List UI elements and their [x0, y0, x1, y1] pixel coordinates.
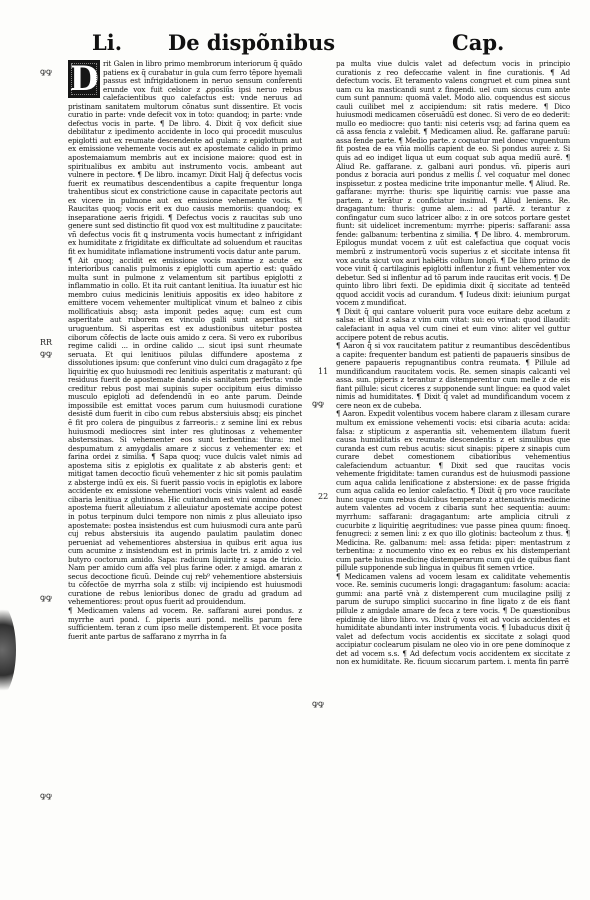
initial-ornament [71, 63, 97, 95]
left-paragraph-3: ¶ Medicamen valens ad vocem. Re. saffarani aurei pondus. z myrrhe auri pond. ſ. piperis auri pond. mellis parum fere sufficientem. teran z cum ipso melle distemperent. Et voce posita fuerit ante partus de saffarano z myrrha in fa [68, 606, 302, 641]
margin-note-left-4: ꝙꝙ [40, 593, 53, 602]
margin-note-left-1: ꝙꝙ [40, 67, 53, 76]
running-title: De dispõnibus [168, 30, 336, 55]
left-paragraph-2: ¶ Ait quoq; accidit ex emissione vocis maxime z acute ex interioribus canalis pulmonis z epiglotti cum apertio est: quãdo multa sunt in pulmone z velamentum sit partibus epiglotti z inflammatio in collo. Et ita ruit cantant lenitiua. Ita iuuatur est hic membro cuius medicinis lenitiuis appositis ex ideo habitore z emittere vocem vehementer multiplicat vinum et balneo z cibis mollificatiuis absq; asta imponit pedes aquę: cum est cum asperitate aut ruborem ex vinculo galli sunt asperitas sit uruguentum. Si asperitas est ex adustionibus uitetur postea ciborum cõfectis de lacte ouis amido z cera. Si vero ex ruboribus regime calidi ... in ordine calido ... sicut ipsi sunt rheumate seruata. Et qui lenitiuos pilulas diffundere apostema z dissolutiones ipsum: que conferunt vino dulci cum dragagãto z fpe liquiritię ex quo huiusmodi rec lenitiuis asperitatis z maturant: qũ residuus fuerit de apostemate dando eis sanitatem perfecta: vnde creditur rebus post mai supinis super occipitum eius dimisso musculo epigloti ad defendendũ in eo ante parum. Deinde impossibile est emittat voces parum cum huiusmodi curatione desistẽ dum fuerit in cibo cum rebus abstersiuis absq; eis pinchet ẽ fit pro colera de pinguibus z farreoris.: z semine lini ex rebus huiusmodi mediocres sint inter res glutinosas z vehementer absterssinas. Si vehementer eos sunt terbentina: tlura: mel despumatum z amygdalis amare z siccus z vehementer ex: et farina ordei z similia. ¶ Sapa quoq; vuce dulcis valet nimis ad apostema sitis z epiglotis ex qualitate z ab absteris gent: et mitigat tamen decoctio ficuũ vehementer z hic sit pomis paulatim z absterge indũ ex eis. Si fuerit passio vocis in epiglotis ex labore accidente ex emissione vehementiori vocis vinis valent ad easdẽ cibaria lenitiua z glutinosa. Hic cuitandum est vini omnino donec apostema fuerit alleuiatum z alleuiatur apostemate accipe potest in potus terpinum dulci tempore non nimis z plus alleuiato ipso apostemate: postea insistendus est cum huiusmodi cura ante parũ cuj rebus abstersiuis ita augendo paulatim paulatim donec perueniat ad vehementiores abstersiua in quibus erit aqua ius cum acumine z insistendum est in primis lacte tri. z amido z vel butyro coctorum amido. Sapa: radicum liquiritę z sapa de tricio. Nam per amido cum affa vel plus farine oder. z amigd. amaran z secus decoctione ficuũ. Deinde cuj reb⁹ vehementiore abstersiuis tu cõfectõe de myrrha sola z stilb: vij incipiendo est huiusmodi curatione de rebus lenioribus donec de gradu ad gradum ad vehementiores: prout opus fuerit ad prouidendum. [68, 255, 302, 607]
initial-letter: D [69, 59, 99, 99]
right-paragraph-1: pa multa viue dulcis valet ad defectum vocis in principio curationis z reo defeccaṁe valent in fine curationis. ¶ Ad defectum vocis. Et teramento valens congruet et cum pinea sunt uam cu ka masticandi sunt z fingendi. uel cum siccus cum ante cum sunt pannum: quomã valet. Modo alio. coquendus est siccus cauli cuilibet mel z accipiendum: sit ratis medere. ¶ Dico huiusmodi medicamen cõseruãdũ est donec. Si vero de eo dederit: mullo eo mediocre: quo tanti: nisi ceteris vsq; ad farina quem ea cã assa fencia z valebit. ¶ Medicamen aliud. Re. gaffarane paruũ: assa fende parte. ¶ Medio parte. z coquatur mel donec vnguentum fit postea de ea vñia mollis capient de eo. Si pondus aurei: z. Si quis ad eo indiget liqua ut eum coquat sub aqua mediũ aurẽ. ¶ Aliud Re. gaffarane. z. galbani auri pondus. vñ. piperis auri pondus z boracia auri pondus z mellis ſ. vel coquatur mel donec inspissetur. z postea medicine trite imponantur melle. ¶ Aliud. Re. gaffarane: myrrhe: thuris: spe liquiritię carnis: vue passe ana partem. z terãtur z conficiatur insimul. ¶ Aliud leniens. Re. dragagantum: thuris: gume alem...: ad partẽ. z terantur z confingatur cum suco latricer albo: z in ore sotcos portare gestet fiunt: sit uidelicet incrementum: myrrhe: piperis: saffarani: assa fende: galbanum: terbentina z similia. ¶ De libro. 4. membrorum. Epilogus mundat vocem z uũt est calefactiua que coquat vocis membrũ z instrumentorũ vocis superius z et siccitate intensa fit vox acuta sicut vox auri habẽtis collum longũ. ¶ De libro primo de voce vinit q̃ cartilaginis epiglotti inflentur z fiunt vehementer vox debetur. Sed si inflentur ad tõ parum inde raucitas erit vocis. ¶ De quinto libro libri fexti. De epidimia dixit q̃ siccitate ad tenteẽd qquod accidit vocis ad curandum. ¶ Iudeus dixit: ieiunium purgat vocem z mundificat. [336, 59, 570, 308]
margin-note-right-3: 22 [318, 492, 329, 501]
right-paragraph-4: ¶ Aaron. Expedit volentibus vocem habere claram z illesam curare multum ex emissione vehementi vocis: etsi cibaria acuta: acida: falsa: z stipticum z asperantia sit. vehementem illatum fuerit causa humiditatis ex reumate descendentis z et simulibus que curanda est cum rebus acutis: sicut sinapis: pipere z sinapis cum curare debet comestionem cibatioribus vehementius calefaciendum actuantur. ¶ Dixit sed que raucitas vocis vehemente frigiditate: tamen curandus est de huiusmodi passione cum aqua calida lenificatione z abstersione: ex de passe frigida cum aqua calida eo lenior calefactio. ¶ Dixit q̃ pro voce raucitate hunc usque cum rebus dulcibus temperato z attenuativis medicine autem valentes ad vocem z cibaria sunt hec sequentia: auum: myrrhum: saffarani: dragagantum: arte amplicia citruli z cucurbite z liquiritię aegritudines: vue passe pinea quum: finoeq. fenugreci: z semen lini: z ex quo illo glotinis: bacteolum z thus. ¶ Medicina. Re. galbanum: mel: assa fetida: piper: mentastrum z terbentina: z nocumento vino ex eo rebus ex his distemperiant cum parte huius medicinę distemperarum cum qui de quibus fiant pillule supponende sub lingua in quibus fit semen vrtice. [336, 409, 570, 573]
right-paragraph-5: ¶ Medicamen valens ad vocem lesam ex caliditate vehementis voce. Re. seminis cucumeris longi: dragagantum: fasolum: acacia: gummi: ana partẽ vnà z distemperent cum mucilagine psilij z parum de surupo simplici succarino in fine ligato z de eis fiant pillule z amigdale amare de feca z tere vocis. ¶ De quæstionibus epidimię de libro libro. vs. Dixit q̃ voxs eit ad vocis accidentes et humiditate abundanti inter instrumenta vocis. ¶ Iubaducus dixit q̃ valet ad defectum vocis accidentis ex siccitate z solagi quod accipiatur coclearum pisulam ne oleo vio in ore pene dominoque z det ad vocem s.s. ¶ Ad defectum vocis accidentem ex siccitate z non ex humiditate. Re. ficuum siccarum partem. i. menta fin parrẽ [336, 571, 570, 667]
left-paragraph-1 [68, 60, 302, 257]
left-paragraph-1-text: rit Galen in libro primo membrorum interiorum q̃ quãdo patiens ex q̃ curabatur in gula cum ferro tẽpore hyemali passus est infrigidationem in neruo sensum conferenti erunde vox fuit celsior z ꝓposiũs ipsi neruo rebus calefacientibus quo calefactus est: vnde neruus ad pristinam sanitatem multorum cõnatus sunt dissentire. Et vocis curatio in parte: vnde defecit vox in toto: quandoq; in parte: vnde defectus vocis in parte. ¶ De libro. 4. Dixit q̃ vox deficit siue debilitatur z ipedimento accidente in loco qui procedit musculus epiglotti aut ex reumate descendente ad gulam: z epiglottum aut ex emissione vehemente vocis aut ex apostemate calido in primo apostemaiamum membris aut ex incisione maiore: quod est in spiritualibus ex ambitu aut instrumento vocis. ambeant aut vulnere in pectore. ¶ De libro. incamyr. Dixit Halj q̃ defectus vocis fuerit ex reumatibus descendentibus a capite frequentur longa trahentibus sicut ex constrictione cause in capacitate pectoris aut ex vicere in pulmone aut ex emissione vehemente vocis. ¶ Raucitas quoq; vocis erit ex duo causis memoriis: quandoq; ex inseparatione aeris frigidi. ¶ Defectus vocis z raucitas sub uno genere sunt sed distinctio fit quod vox est multitudine z paucitate: vñ defectus vocis fit ꝗ instrumenta vocis humectant z infrigidant ex humiditate z frigiditate ex difficultate ad soluendum et raucitas fit ex humiditate inflamatione instrumenti vocis datur ante parum. [68, 59, 302, 257]
margin-note-right-4: ꝙꝙ [312, 699, 325, 708]
right-column [336, 60, 570, 667]
folio-number: Li. [92, 30, 123, 55]
decorated-initial [68, 60, 100, 98]
margin-note-left-3: ꝙꝙ [40, 349, 53, 358]
right-paragraph-3: ¶ Aaron q̃ si vox raucitatem patitur z reumantibus descẽdentibus a capite: frequenter bandum est patienti de papaueris sinsibus de genere papaueris repugnantibus contra reumata. ¶ Pillule ad mundificandum raucitatem vocis. Re. semen sinapis calcanti vel assa. sun. piperis z terantur z distemperentur cum melle z de eis fiant pillule: sicut ciceres z supponende sunt lingue: ea quod valet nimis ad humiditates. ¶ Dixit q̃ valet ad mundificandum vocem z cere neon ex de cubeba. [336, 341, 570, 410]
margin-note-left-5: ꝙꝙ [40, 791, 53, 800]
chapter-heading: Cap. [452, 30, 505, 55]
margin-note-right-2: ꝙꝙ [312, 399, 325, 408]
left-column [68, 60, 302, 641]
binding-shadow [0, 600, 16, 700]
margin-note-right-1: 11 [318, 367, 329, 376]
right-paragraph-2: ¶ Dixit q̃ qui cantare voluerit pura voce euitare debz acetum z salsa: et illud z salsa z vim cum vitat: sui: eo vrinat: quod illaudit: calefaciant in aqua vel cum cinei et eum vino: aliter vel guttur accipere potent de rebus acutis. [336, 306, 570, 342]
margin-note-left-2: RR [40, 338, 53, 347]
